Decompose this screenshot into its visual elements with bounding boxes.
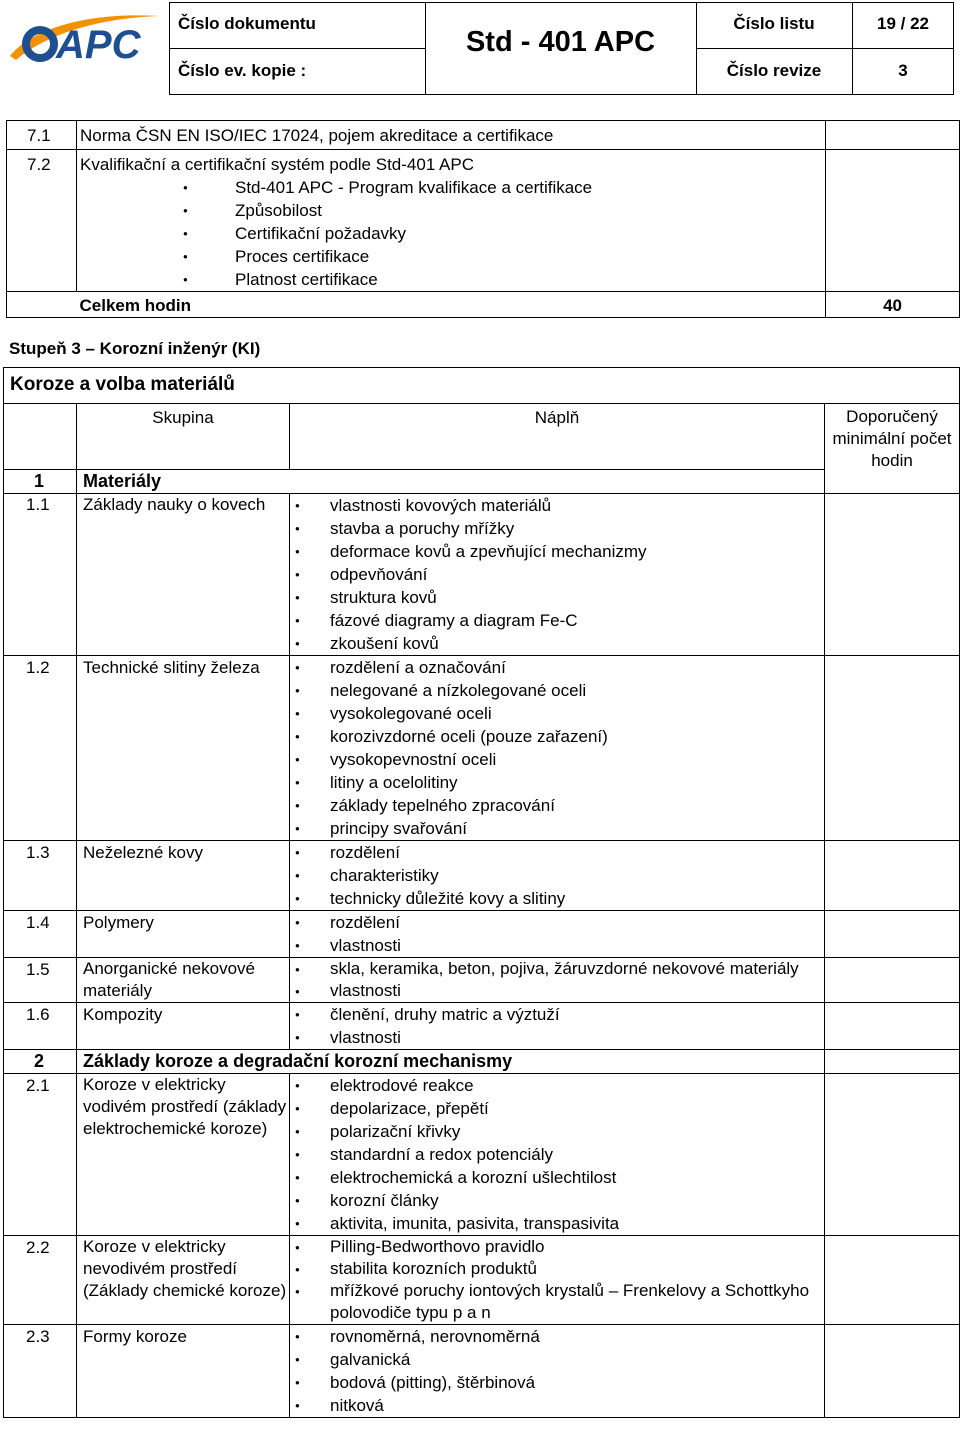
section-number: 2: [4, 1050, 77, 1074]
hours-cell: [825, 958, 960, 1003]
list-item: ● rozdělení a označování: [290, 656, 824, 679]
document-header: [0, 0, 960, 98]
list-item: ● vlastnosti: [290, 1026, 824, 1049]
table-row: [4, 1236, 960, 1325]
list-item: ● technicky důležité kovy a slitiny: [290, 887, 824, 910]
row-number: 2.1: [4, 1074, 77, 1236]
hours-cell: [825, 494, 960, 656]
hours-cell: [825, 911, 960, 958]
table-row: [4, 841, 960, 911]
hours-cell: [826, 121, 960, 150]
group-cell: Technické slitiny železa: [77, 656, 290, 841]
group-cell: Kompozity: [77, 1003, 290, 1050]
table-row: [4, 656, 960, 841]
list-item: ● korozní články: [290, 1189, 824, 1212]
table-row: [4, 1003, 960, 1050]
section-title: Základy koroze a degradační korozní mechanismy: [77, 1050, 825, 1074]
list-item: ● stabilita korozních produktů: [290, 1258, 824, 1280]
list-item: ● nelegované a nízkolegované oceli: [290, 679, 824, 702]
row-number: 1.2: [4, 656, 77, 841]
list-item: ● Std-401 APC - Program kvalifikace a certifikace: [77, 176, 825, 199]
list-item: ● Pilling-Bedworthovo pravidlo: [290, 1236, 824, 1258]
list-item: ● polarizační křivky: [290, 1120, 824, 1143]
row-text: Norma ČSN EN ISO/IEC 17024, pojem akreditace a certifikace: [77, 121, 826, 150]
list-item: ● Proces certifikace: [77, 245, 825, 268]
group-cell: Neželezné kovy: [77, 841, 290, 911]
section-title: Materiály: [77, 470, 825, 494]
bullet-list: [290, 911, 824, 957]
stage-heading: Stupeň 3 – Korozní inženýr (KI): [9, 339, 261, 358]
row-number: 7.1: [7, 121, 77, 150]
row-number: 1.1: [4, 494, 77, 656]
list-item: ● vlastnosti kovových materiálů: [290, 494, 824, 517]
total-label: Celkem hodin: [77, 292, 826, 318]
total-value: 40: [826, 292, 960, 318]
hours-cell: [825, 1050, 960, 1074]
table-row: [7, 150, 960, 292]
group-cell: Základy nauky o kovech: [77, 494, 290, 656]
group-cell: Anorganické nekovové materiály: [77, 958, 290, 1003]
list-item: ● litiny a ocelolitiny: [290, 771, 824, 794]
list-item: ● Certifikační požadavky: [77, 222, 825, 245]
bullet-list: [290, 841, 824, 910]
table-row: [4, 958, 960, 1003]
bullet-list: [290, 1325, 824, 1417]
hours-cell: [825, 841, 960, 911]
list-item: ● odpevňování: [290, 563, 824, 586]
list-item: ● zkoušení kovů: [290, 632, 824, 655]
group-cell: Koroze v elektricky vodivém prostředí (základy elektrochemické koroze): [77, 1074, 290, 1236]
section-number: 1: [4, 470, 77, 494]
revision-value: 3: [898, 61, 908, 80]
revision-label: Číslo revize: [726, 61, 822, 80]
list-item: ● elektrodové reakce: [290, 1074, 824, 1097]
list-item: ● aktivita, imunita, pasivita, transpasivita: [290, 1212, 824, 1235]
hours-cell: [825, 1074, 960, 1236]
list-item: ● vysokopevnostní oceli: [290, 748, 824, 771]
list-item: ● depolarizace, přepětí: [290, 1097, 824, 1120]
bullet-list: [290, 656, 824, 840]
list-item: ● charakteristiky: [290, 864, 824, 887]
table-row: [4, 911, 960, 958]
apc-logo: [4, 6, 166, 68]
list-item: ● základy tepelného zpracování: [290, 794, 824, 817]
row-number: 7.2: [7, 150, 77, 292]
list-item: ● struktura kovů: [290, 586, 824, 609]
list-item: ● elektrochemická a korozní ušlechtilost: [290, 1166, 824, 1189]
group-cell: Polymery: [77, 911, 290, 958]
list-item: ● rozdělení: [290, 841, 824, 864]
bullet-list: [290, 958, 824, 1002]
list-item: ● členění, druhy matric a výztuží: [290, 1003, 824, 1026]
row-number: 1.3: [4, 841, 77, 911]
row-number: 1.6: [4, 1003, 77, 1050]
sheet-label: Číslo listu: [733, 14, 815, 33]
row-number: 2.2: [4, 1236, 77, 1325]
hours-cell: [825, 1325, 960, 1418]
list-item: ● vlastnosti: [290, 980, 824, 1002]
bullet-list: [290, 1003, 824, 1049]
list-item: ● nitková: [290, 1394, 824, 1417]
column-header-group: Skupina: [77, 404, 290, 470]
list-item: ● standardní a redox potenciály: [290, 1143, 824, 1166]
table-row: [4, 1325, 960, 1418]
total-row: [7, 292, 960, 318]
list-item: ● deformace kovů a zpevňující mechanizmy: [290, 540, 824, 563]
hours-cell: [825, 1236, 960, 1325]
section7-table: [6, 120, 960, 318]
list-item: ● galvanická: [290, 1348, 824, 1371]
list-item: ● principy svařování: [290, 817, 824, 840]
bullet-list: [290, 1074, 824, 1235]
sheet-value: 19 / 22: [877, 14, 929, 33]
hours-cell: [826, 150, 960, 292]
row-text: Kvalifikační a certifikační systém podle Std-401 APC: [80, 155, 475, 174]
materials-table: [3, 367, 960, 1418]
list-item: ● Způsobilost: [77, 199, 825, 222]
copy-number-label: Číslo ev. kopie :: [178, 61, 307, 80]
table-title: Koroze a volba materiálů: [4, 368, 960, 404]
list-item: ● korozivzdorné oceli (pouze zařazení): [290, 725, 824, 748]
row-number: 1.4: [4, 911, 77, 958]
document-title: Std - 401 APC: [465, 26, 656, 58]
list-item: ● bodová (pitting), štěrbinová: [290, 1371, 824, 1394]
list-item: ● mřížkové poruchy iontových krystalů – Frenkelovy a Schottkyho polovodiče typu p a n: [290, 1280, 824, 1324]
row-number: 1.5: [4, 958, 77, 1003]
table-row: [4, 494, 960, 656]
list-item: ● stavba a poruchy mřížky: [290, 517, 824, 540]
list-item: ● Platnost certifikace: [77, 268, 825, 291]
table-row: [4, 1074, 960, 1236]
table-row: [7, 121, 960, 150]
bullet-list: [290, 494, 824, 655]
hours-cell: [825, 656, 960, 841]
group-cell: Koroze v elektricky nevodivém prostředí (Základy chemické koroze): [77, 1236, 290, 1325]
hours-cell: [825, 1003, 960, 1050]
column-header-hours: Doporučený minimální počet hodin: [825, 404, 960, 494]
group-cell: Formy koroze: [77, 1325, 290, 1418]
list-item: ● vlastnosti: [290, 934, 824, 957]
row-number: 2.3: [4, 1325, 77, 1418]
doc-number-label: Číslo dokumentu: [178, 14, 316, 33]
column-header-content: Náplň: [290, 404, 825, 470]
list-item: ● fázové diagramy a diagram Fe-C: [290, 609, 824, 632]
list-item: ● skla, keramika, beton, pojiva, žáruvzdorné nekovové materiály: [290, 958, 824, 980]
bullet-list: [77, 176, 825, 291]
list-item: ● rovnoměrná, nerovnoměrná: [290, 1325, 824, 1348]
list-item: ● rozdělení: [290, 911, 824, 934]
bullet-list: [290, 1236, 824, 1324]
svg-text:APC: APC: [56, 23, 141, 67]
list-item: ● vysokolegované oceli: [290, 702, 824, 725]
